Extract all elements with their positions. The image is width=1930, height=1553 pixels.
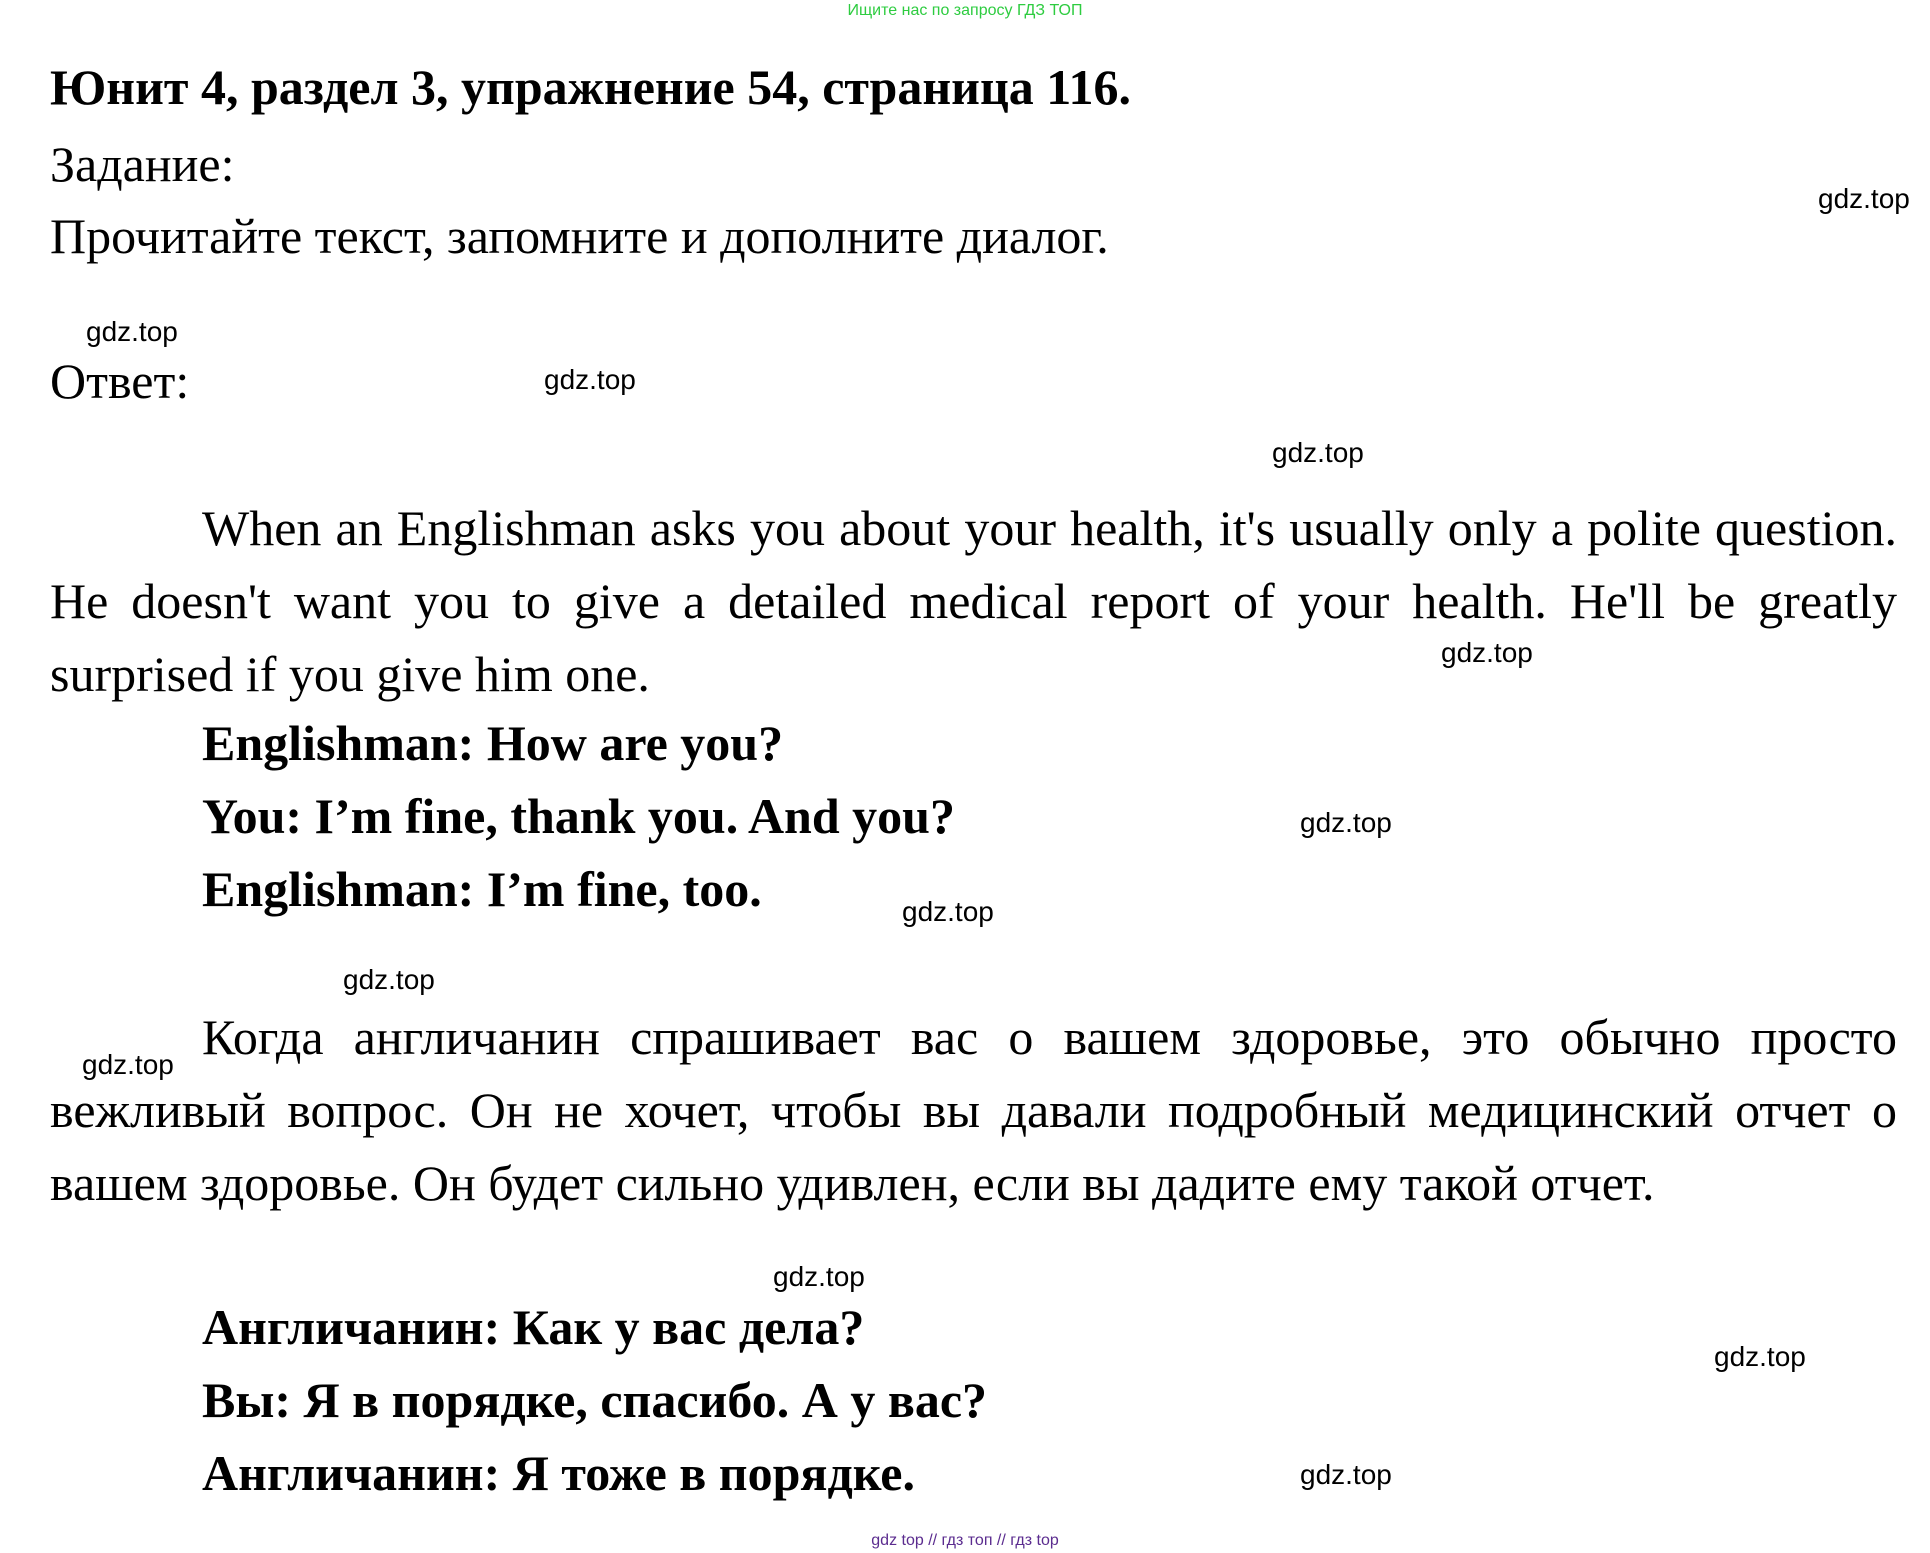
russian-paragraph <box>50 1001 1897 1220</box>
russian-dialog-line-1: Англичанин: Как у вас дела? <box>202 1299 865 1355</box>
english-dialog-line-1: Englishman: How are you? <box>202 715 784 771</box>
english-dialog-line-3: Englishman: I’m fine, too. <box>202 861 762 917</box>
watermark: gdz.top <box>1441 637 1533 668</box>
footer: gdz top // гдз топ // гдз top <box>871 1532 1059 1549</box>
watermark: gdz.top <box>773 1261 865 1292</box>
watermark: gdz.top <box>1300 1459 1392 1490</box>
russian-paragraph-text: Когда англичанин спрашивает вас о вашем здоровье, это обычно просто вежливый вопрос. Он не хочет, чтобы вы давали подробный медицинский отчет о вашем здоровье. Он будет сильно удивлен, если вы дадите ему такой отчет. <box>50 1009 1897 1211</box>
task-label: Задание: <box>50 136 235 192</box>
watermark: gdz.top <box>902 896 994 927</box>
watermark: gdz.top <box>343 964 435 995</box>
russian-dialog-line-3: Англичанин: Я тоже в порядке. <box>202 1445 915 1501</box>
task-text: Прочитайте текст, запомните и дополните диалог. <box>50 208 1109 264</box>
watermark: gdz.top <box>544 364 636 395</box>
top-banner: Ищите нас по запросу ГДЗ ТОП <box>847 2 1083 19</box>
watermark: gdz.top <box>1272 437 1364 468</box>
watermark: gdz.top <box>1818 183 1910 214</box>
watermark: gdz.top <box>1300 807 1392 838</box>
watermark: gdz.top <box>1714 1341 1806 1372</box>
english-paragraph <box>50 492 1897 711</box>
page-title: Юнит 4, раздел 3, упражнение 54, страница 116. <box>50 59 1132 115</box>
english-dialog-line-2: You: I’m fine, thank you. And you? <box>202 788 955 844</box>
watermark: gdz.top <box>82 1049 174 1080</box>
watermark: gdz.top <box>86 316 178 347</box>
answer-label: Ответ: <box>50 353 190 409</box>
russian-dialog-line-2: Вы: Я в порядке, спасибо. А у вас? <box>202 1372 988 1428</box>
english-paragraph-text: When an Englishman asks you about your health, it's usually only a polite question. He doesn't want you to give a detailed medical report of your health. He'll be greatly surprised if you give him one. <box>50 500 1897 702</box>
